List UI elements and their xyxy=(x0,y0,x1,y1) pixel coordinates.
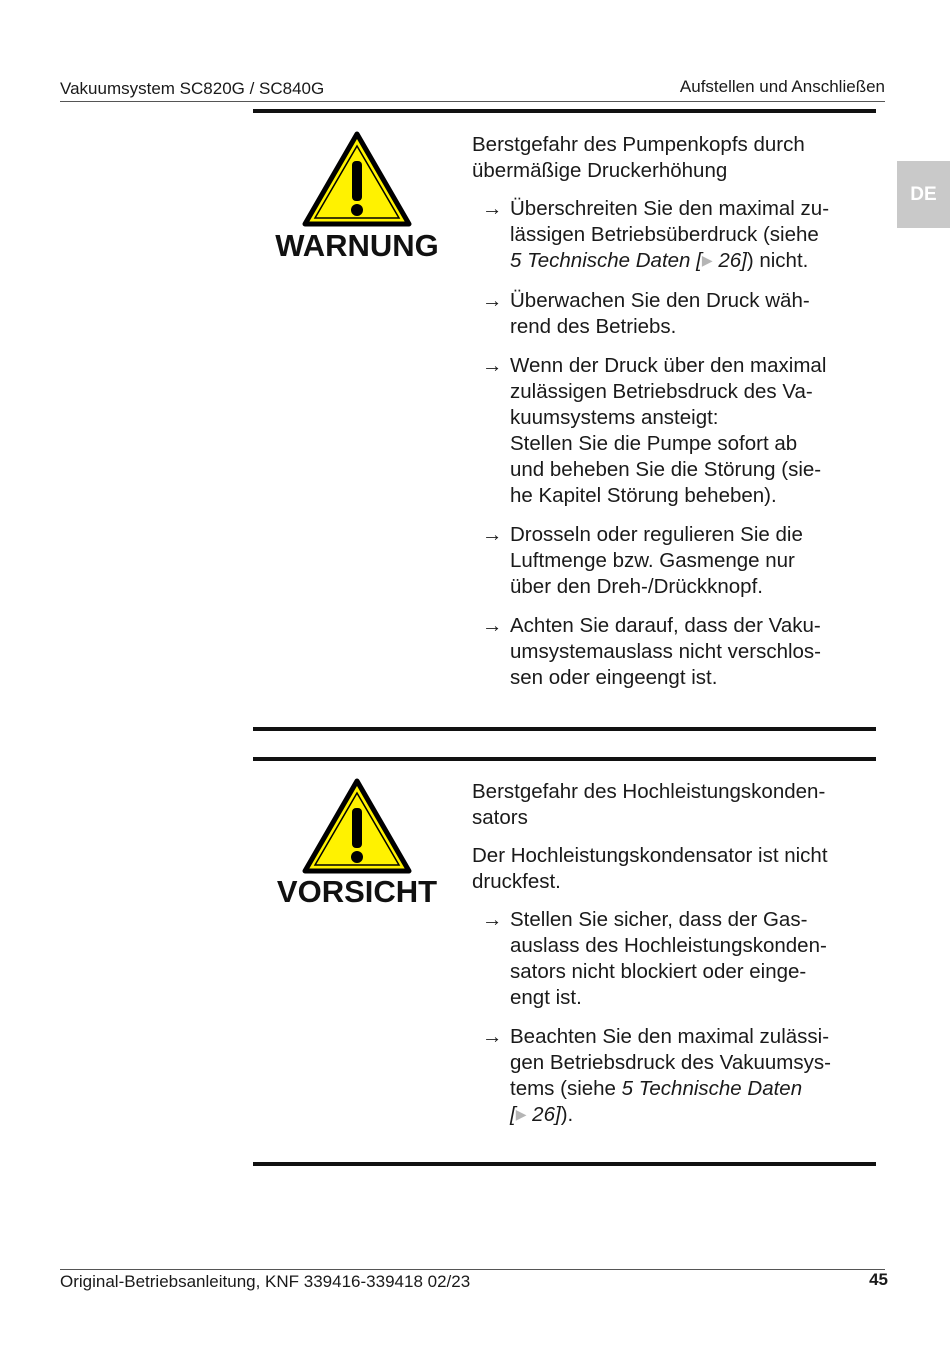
caution-text xyxy=(472,779,872,1142)
warning-bottom-rule xyxy=(253,727,876,731)
arrow-right-icon: → xyxy=(482,354,503,377)
caution-top-rule xyxy=(253,757,876,761)
arrow-right-icon: → xyxy=(482,614,503,637)
caution-signal-word: VORSICHT xyxy=(276,874,438,909)
header-divider xyxy=(60,101,885,102)
footer-document-info: Original-Betriebsanleitung, KNF 339416-339418 02/23 xyxy=(60,1272,471,1291)
language-tab: DE xyxy=(897,161,950,228)
warning-top-rule xyxy=(253,109,876,113)
warning-text xyxy=(472,132,872,704)
caution-triangle-icon xyxy=(302,778,412,874)
cross-reference-link[interactable]: 5 Technische Daten xyxy=(621,1077,803,1100)
page-ref-icon: ▶ xyxy=(515,1106,527,1122)
warning-signal-word: WARNUNG xyxy=(275,228,439,263)
header-chapter-title: Aufstellen und Anschließen xyxy=(679,77,885,96)
warning-triangle-icon xyxy=(302,131,412,227)
footer-divider xyxy=(60,1269,885,1270)
warning-hazard-statement: Berstgefahr des Pumpenkopfs durch übermäßige Druckerhöhung xyxy=(472,133,805,182)
header-document-title: Vakuumsystem SC820G / SC840G xyxy=(60,79,325,98)
cross-reference-page[interactable]: [▶ 26] xyxy=(510,1103,561,1126)
warning-instruction-5: → Achten Sie darauf, dass der Vaku- umsystemauslass nicht verschlos- sen oder eingeengt ist. xyxy=(482,614,822,689)
arrow-right-icon: → xyxy=(482,908,503,931)
warning-instruction-4: → Drosseln oder regulieren Sie die Luftmenge bzw. Gasmenge nur über den Dreh-/Drückknopf. xyxy=(482,523,803,598)
warning-instruction-3: → Wenn der Druck über den maximal zulässigen Betriebsdruck des Va- kuumsystems ansteigt: Stellen Sie die Pumpe sofort ab und beheben Sie die Störung (sie- he Kapitel Störung beheben). xyxy=(482,354,827,507)
caution-instruction-1: → Stellen Sie sicher, dass der Gas- auslass des Hochleistungskonden- sators nicht blockiert oder einge- engt ist. xyxy=(482,908,827,1009)
page-number: 45 xyxy=(869,1270,888,1289)
caution-bottom-rule xyxy=(253,1162,876,1166)
arrow-right-icon: → xyxy=(482,523,503,546)
warning-instruction-1: → Überschreiten Sie den maximal zu- lässigen Betriebsüberdruck (siehe 5 Technische Daten [▶ 26]) nicht. xyxy=(482,197,830,272)
warning-instruction-2: → Überwachen Sie den Druck wäh- rend des Betriebs. xyxy=(482,289,810,338)
caution-instruction-2: → Beachten Sie den maximal zulässi- gen Betriebsdruck des Vakuumsys- tems (siehe 5 Technische Daten [▶ 26]). xyxy=(482,1025,831,1126)
arrow-right-icon: → xyxy=(482,1025,503,1048)
caution-consequence: Der Hochleistungskondensator ist nicht druckfest. xyxy=(472,844,828,893)
caution-hazard-statement: Berstgefahr des Hochleistungskonden- sators xyxy=(472,780,826,829)
arrow-right-icon: → xyxy=(482,289,503,312)
cross-reference-link[interactable]: 5 Technische Daten [▶ 26] xyxy=(510,249,747,272)
arrow-right-icon: → xyxy=(482,197,503,220)
page-ref-icon: ▶ xyxy=(701,252,713,268)
